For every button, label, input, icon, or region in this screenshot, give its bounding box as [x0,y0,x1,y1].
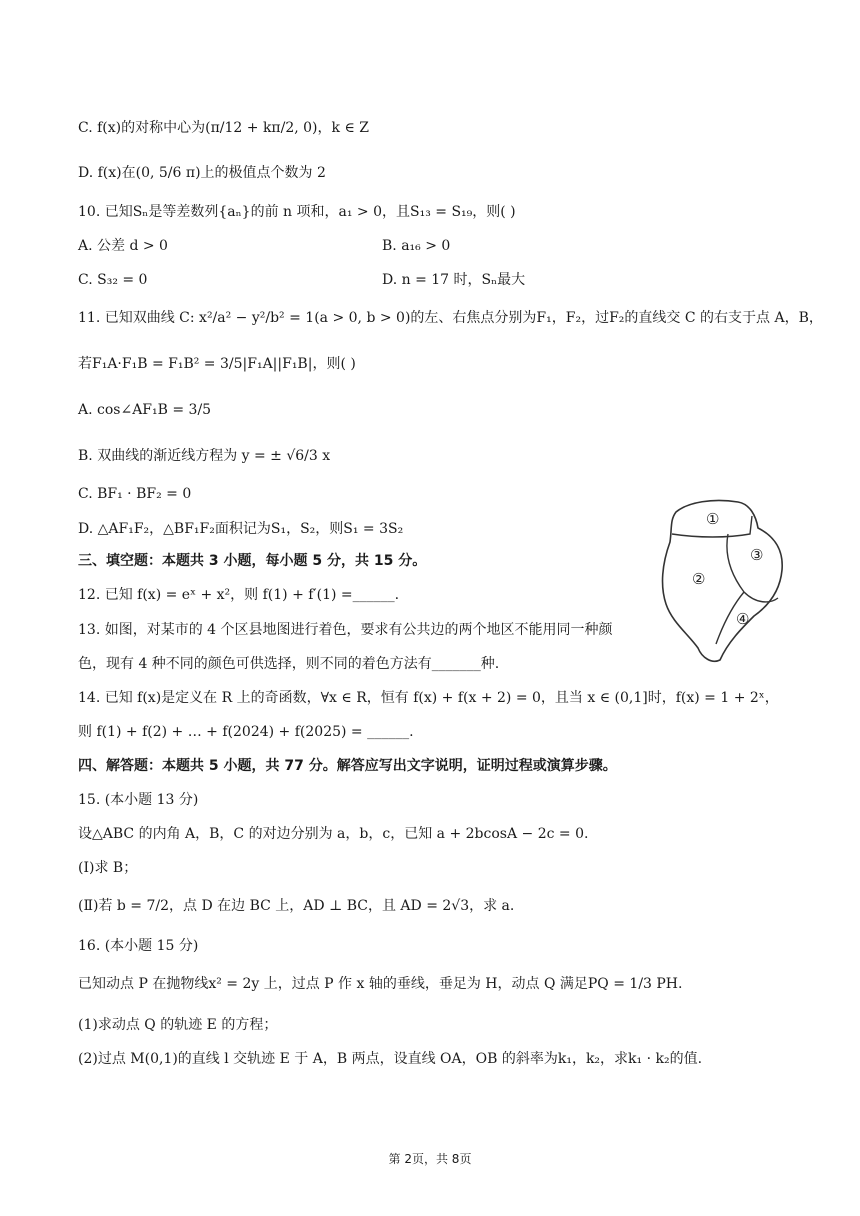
map-outline [663,500,783,661]
text-line-q16c: (2)过点 M(0,1)的直线 l 交轨迹 E 于 A，B 两点，设直线 OA，OB 的斜率为k₁，k₂，求k₁ · k₂的值. [78,1051,703,1067]
text-line-q15a: 设△ABC 的内角 A，B，C 的对边分别为 a，b，c，已知 a + 2bcosA − 2c = 0. [78,826,589,842]
text-line-q16a: 已知动点 P 在抛物线x² = 2y 上，过点 P 作 x 轴的垂线，垂足为 H，动点 Q 满足PQ = 1/3 PH. [78,976,683,992]
text-line-q12: 12. 已知 f(x) = eˣ + x²，则 f(1) + f′(1) =______. [78,587,400,603]
text-line-q16: 16. (本小题 15 分) [78,938,199,954]
text-line-q11d: D. △AF₁F₂，△BF₁F₂面积记为S₁，S₂，则S₁ = 3S₂ [78,521,404,537]
map-border-2 [727,534,778,602]
text-line-q14b: 则 f(1) + f(2) + … + f(2024) + f(2025) = ______. [78,724,414,740]
q10-option-left: A. 公差 d > 0 [78,238,168,254]
text-line-q13b: 色，现有 4 种不同的颜色可供选择，则不同的着色方法有_______种. [78,656,500,672]
text-line-q15b: (Ⅰ)求 B； [78,860,138,876]
text-line-sec3: 三、填空题：本题共 3 小题，每小题 5 分，共 15 分。 [78,553,427,569]
region-1-label: ① [706,510,720,528]
page-footer: 第 2页，共 8页 [388,1152,472,1166]
text-line-q15: 15. (本小题 13 分) [78,792,199,808]
text-line-q11b: 若F₁A·F₁B = F₁B² = 3/5|F₁A||F₁B|，则( ) [78,356,356,372]
county-map-figure [658,494,788,664]
text-line-q13: 13. 如图，对某市的 4 个区县地图进行着色，要求有公共边的两个地区不能用同一种颜 [78,622,613,638]
text-line-q16b: (1)求动点 Q 的轨迹 E 的方程； [78,1017,278,1033]
q10-option-left: C. S₃₂ = 0 [78,272,148,288]
text-line-q14: 14. 已知 f(x)是定义在 R 上的奇函数，∀x ∈ R，恒有 f(x) + f(x + 2) = 0，且当 x ∈ (0,1]时，f(x) = 1 + 2ˣ， [78,690,779,706]
region-2-label: ② [692,570,706,588]
text-line-q11a: A. cos∠AF₁B = 3/5 [78,402,212,418]
region-3-label: ③ [750,546,764,564]
text-line-q11: 11. 已知双曲线 C: x²/a² − y²/b² = 1(a > 0, b > 0)的左、右焦点分别为F₁，F₂，过F₂的直线交 C 的右支于点 A，B， [78,310,823,326]
text-line-d9: D. f(x)在(0, 5/6 π)上的极值点个数为 2 [78,165,326,181]
text-line-q11c: C. BF₁ · BF₂ = 0 [78,486,192,502]
text-line-q10: 10. 已知Sₙ是等差数列{aₙ}的前 n 项和，a₁ > 0，且S₁₃ = S₁₉，则( ) [78,204,516,220]
text-line-q11bb: B. 双曲线的渐近线方程为 y = ± √6/3 x [78,448,331,464]
q10-option-right: B. a₁₆ > 0 [382,238,451,254]
text-line-q15c: (Ⅱ)若 b = 7/2，点 D 在边 BC 上，AD ⊥ BC，且 AD = 2√3，求 a. [78,898,515,914]
text-line-c9: C. f(x)的对称中心为(π/12 + kπ/2, 0)，k ∈ Z [78,120,369,136]
q10-option-right: D. n = 17 时，Sₙ最大 [382,272,526,288]
text-line-sec4: 四、解答题：本题共 5 小题，共 77 分。解答应写出文字说明，证明过程或演算步骤。 [78,758,617,774]
region-4-label: ④ [736,610,750,628]
